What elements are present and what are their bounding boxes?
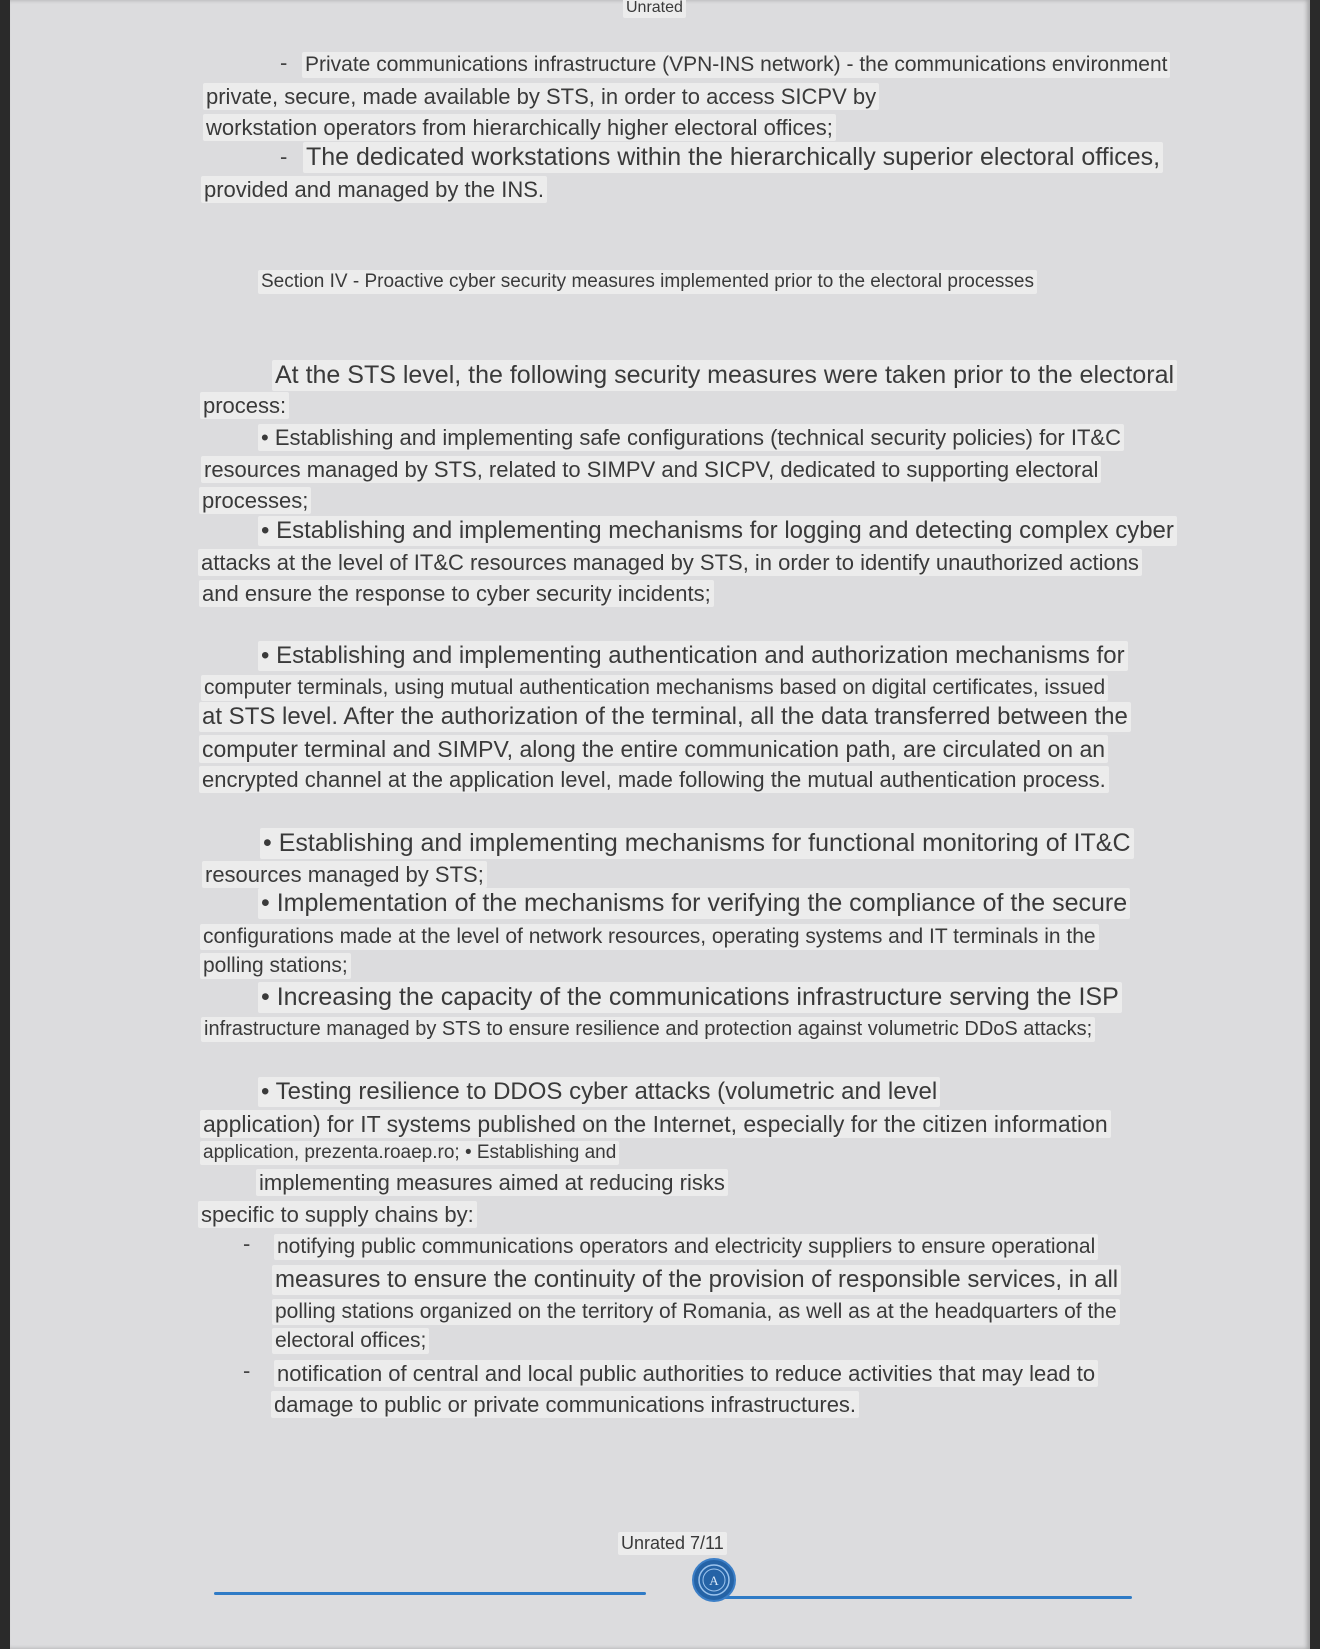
intro-line: private, secure, made available by STS, in order to access SICPV by <box>203 83 879 110</box>
body-line: resources managed by STS, related to SIMPV and SICPV, dedicated to supporting electoral <box>201 456 1101 483</box>
dash-bullet: - <box>243 1231 251 1256</box>
bullet-line: • Increasing the capacity of the communications infrastructure serving the ISP <box>258 982 1122 1013</box>
body-line: encrypted channel at the application level, made following the mutual authentication process. <box>199 766 1109 793</box>
intro-line: provided and managed by the INS. <box>201 176 547 203</box>
sub-item-line: measures to ensure the continuity of the provision of responsible services, in all <box>272 1265 1121 1295</box>
bullet-line: • Establishing and implementing authentication and authorization mechanisms for <box>258 641 1128 671</box>
intro-line: Private communications infrastructure (VPN-INS network) - the communications environment <box>302 52 1170 78</box>
dash-bullet: - <box>280 50 288 75</box>
seal-emblem <box>692 1558 736 1602</box>
bullet-line: • Establishing and implementing mechanisms for functional monitoring of IT&C <box>260 828 1134 859</box>
sub-item-line: notifying public communications operators and electricity suppliers to ensure operational <box>274 1234 1098 1260</box>
body-line: polling stations; <box>200 953 351 979</box>
bullet-line: • Establishing and implementing safe configurations (technical security policies) for IT&C <box>258 424 1124 451</box>
dash-bullet: - <box>243 1358 251 1383</box>
body-line: processes; <box>199 487 311 514</box>
seal-icon <box>694 1560 734 1600</box>
intro-line: workstation operators from hierarchically higher electoral offices; <box>203 114 836 141</box>
document-page <box>10 0 1310 1649</box>
body-line: computer terminal and SIMPV, along the entire communication path, are circulated on an <box>199 735 1108 763</box>
body-line: application) for IT systems published on the Internet, especially for the citizen information <box>200 1110 1111 1138</box>
body-line: infrastructure managed by STS to ensure resilience and protection against volumetric DDoS attacks; <box>201 1017 1095 1042</box>
bullet-line: • Implementation of the mechanisms for verifying the compliance of the secure <box>258 888 1130 919</box>
body-line: attacks at the level of IT&C resources managed by STS, in order to identify unauthorized actions <box>198 549 1142 576</box>
body-line: and ensure the response to cyber security incidents; <box>199 580 714 607</box>
body-line: at STS level. After the authorization of the terminal, all the data transferred between the <box>199 702 1131 732</box>
sub-item-line: polling stations organized on the territory of Romania, as well as at the headquarters of the <box>272 1299 1120 1325</box>
sub-item-line: notification of central and local public authorities to reduce activities that may lead to <box>274 1360 1098 1387</box>
footer-page-label: Unrated 7/11 <box>618 1532 727 1555</box>
bullet-line: • Testing resilience to DDOS cyber attacks (volumetric and level <box>258 1077 940 1107</box>
footer-rule-right <box>716 1596 1132 1599</box>
section-title: Section IV - Proactive cyber security measures implemented prior to the electoral processes <box>258 270 1037 294</box>
body-line: process: <box>200 392 289 419</box>
body-line: At the STS level, the following security measures were taken prior to the electoral <box>272 360 1177 391</box>
seal-letter: A <box>709 1573 719 1588</box>
body-line: resources managed by STS; <box>202 861 487 888</box>
footer-rule-left <box>214 1592 646 1595</box>
dash-bullet: - <box>280 144 288 169</box>
body-line: computer terminals, using mutual authentication mechanisms based on digital certificates, issued <box>201 675 1108 701</box>
body-line: configurations made at the level of network resources, operating systems and IT terminals in the <box>200 924 1099 950</box>
body-line: specific to supply chains by: <box>198 1201 477 1228</box>
intro-line: The dedicated workstations within the hierarchically superior electoral offices, <box>303 142 1163 173</box>
body-line: implementing measures aimed at reducing risks <box>256 1169 728 1196</box>
header-label: Unrated <box>623 0 686 18</box>
sub-item-line: electoral offices; <box>272 1328 429 1354</box>
body-line: application, prezenta.roaep.ro; • Establishing and <box>200 1141 619 1165</box>
sub-item-line: damage to public or private communications infrastructures. <box>271 1391 859 1418</box>
bullet-line: • Establishing and implementing mechanisms for logging and detecting complex cyber <box>258 516 1177 546</box>
